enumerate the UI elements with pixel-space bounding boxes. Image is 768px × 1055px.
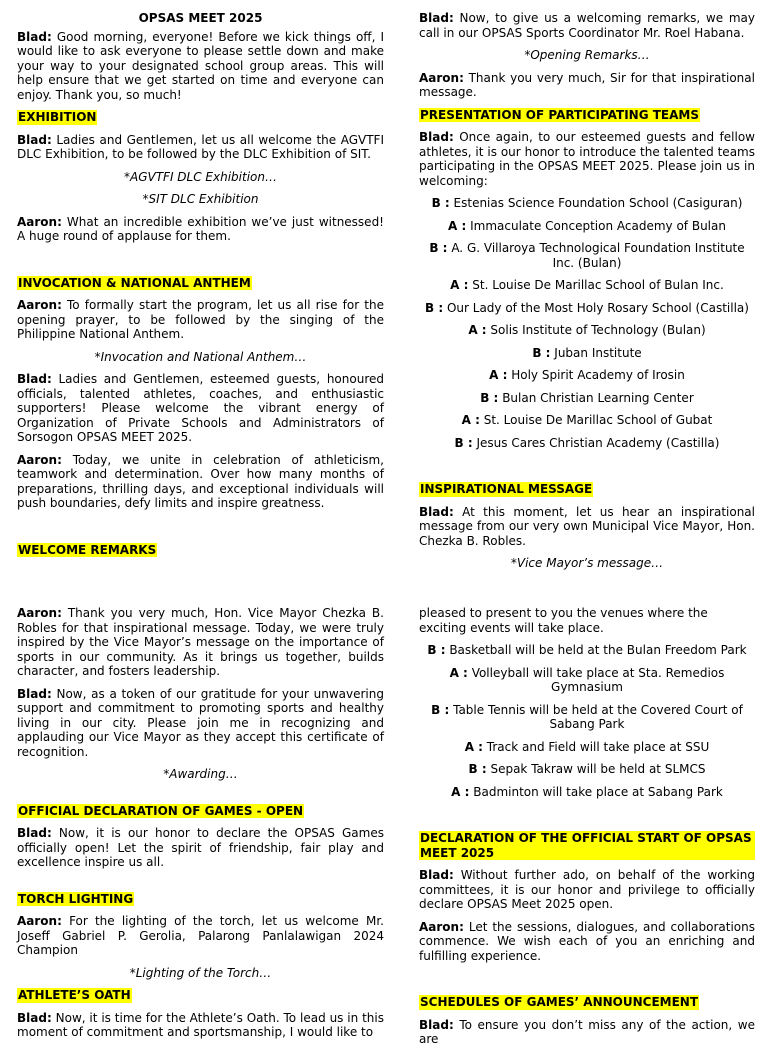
section-heading	[17, 110, 384, 125]
heading-text: ATHLETE’S OATH	[18, 988, 131, 1002]
paragraph	[17, 453, 384, 511]
venue-text: Track and Field will take place at SSU	[486, 739, 710, 754]
team-name: A. G. Villaroya Technological Foundation Institute Inc. (Bulan)	[451, 241, 745, 270]
paragraph	[419, 1018, 755, 1047]
paragraph	[419, 71, 755, 100]
speaker-label: Blad:	[17, 132, 52, 147]
stage-cue: *Invocation and National Anthem…	[94, 349, 307, 364]
section-heading	[17, 804, 384, 819]
stage-cue: *SIT DLC Exhibition	[142, 192, 259, 206]
paragraph	[17, 826, 384, 870]
venue-item	[419, 762, 755, 777]
paragraph-text: pleased to present to you the venues where the exciting events will take place.	[419, 606, 708, 635]
section-heading	[17, 988, 384, 1003]
team-item	[419, 219, 755, 234]
venue-text: Volleyball will take place at Sta. Remedios Gymnasium	[471, 665, 725, 694]
venue-text: Basketball will be held at the Bulan Freedom Park	[449, 643, 747, 657]
speaker-label: Blad:	[419, 868, 454, 882]
paragraph-text: Today, we unite in celebration of athleticism, teamwork and determination. Over how many months of preparations, thrilling days, and exceptional individuals will push boundaries, defy limits and inspire greatness.	[17, 452, 384, 510]
team-tag: A :	[489, 368, 508, 382]
venue-item	[419, 703, 755, 732]
paragraph	[17, 133, 384, 162]
speaker-label: Blad:	[17, 1010, 52, 1025]
page-1-left-column	[17, 0, 384, 565]
venue-tag: B :	[468, 762, 487, 776]
team-name: Our Lady of the Most Holy Rosary School (Castilla)	[446, 300, 749, 315]
paragraph	[17, 606, 384, 679]
paragraph-text: Thank you very much, Sir for that inspirational message.	[419, 70, 755, 99]
speaker-label: Aaron:	[17, 298, 62, 312]
venue-item	[419, 740, 755, 755]
section-heading	[17, 892, 384, 907]
heading-text: TORCH LIGHTING	[18, 891, 134, 906]
speaker-label: Blad:	[419, 130, 454, 144]
heading-text: EXHIBITION	[18, 110, 97, 124]
heading-text: INVOCATION & NATIONAL ANTHEM	[18, 275, 251, 290]
section-heading	[419, 482, 755, 497]
venue-text: Sepak Takraw will be held at SLMCS	[490, 762, 706, 776]
venue-item	[419, 643, 755, 658]
venue-item	[419, 666, 755, 695]
stage-cue: *Lighting of the Torch…	[129, 965, 272, 980]
team-item	[419, 323, 755, 338]
speaker-label: Aaron:	[419, 70, 464, 85]
heading-text: PRESENTATION OF PARTICIPATING TEAMS	[420, 107, 699, 122]
paragraph	[419, 130, 755, 188]
team-item	[419, 241, 755, 270]
team-item	[419, 346, 755, 361]
paragraph-text: Let the sessions, dialogues, and collaborations commence. We wish each of you an enriching and fulfilling experience.	[419, 919, 755, 963]
heading-text: OFFICIAL DECLARATION OF GAMES - OPEN	[18, 803, 304, 818]
venue-tag: A :	[449, 665, 468, 680]
paragraph	[17, 687, 384, 760]
section-heading	[419, 108, 755, 123]
team-tag: B :	[425, 300, 444, 315]
page-1-right-column	[419, 11, 755, 579]
paragraph-text: Without further ado, on behalf of the working committees, it is our honor and privilege to officially declare OPSAS Meet 2025 open.	[419, 868, 755, 911]
speaker-label: Blad:	[17, 686, 52, 701]
page-2-right-column	[419, 606, 755, 1055]
team-item	[419, 368, 755, 383]
team-item	[419, 278, 755, 293]
team-tag: B :	[532, 345, 551, 360]
paragraph-text: Now, as a token of our gratitude for your unwavering support and commitment to promoting sports and healthy living in our city. Please join me in recognizing and applauding our Vice Mayor as they accept this certificate of recognition.	[17, 686, 384, 759]
paragraph	[419, 920, 755, 964]
speaker-label: Aaron:	[17, 452, 62, 467]
paragraph-text: To formally start the program, let us all rise for the opening prayer, to be followed by the singing of the Philippine National Anthem.	[17, 298, 384, 341]
team-tag: B :	[431, 196, 450, 210]
speaker-label: Blad:	[419, 504, 454, 519]
speaker-label: Blad:	[419, 1017, 454, 1032]
speaker-label: Blad:	[419, 11, 454, 25]
speaker-label: Blad:	[17, 826, 52, 840]
team-name: Jesus Cares Christian Academy (Castilla)	[476, 435, 720, 450]
venue-text: Badminton will take place at Sabang Park	[473, 784, 723, 799]
speaker-label: Aaron:	[17, 606, 62, 620]
team-item	[419, 391, 755, 406]
team-name: St. Louise De Marillac School of Bulan Inc.	[472, 278, 724, 292]
venue-tag: A :	[464, 739, 483, 754]
venue-item	[419, 785, 755, 800]
section-heading	[419, 831, 755, 860]
team-tag: B :	[454, 435, 473, 450]
team-item	[419, 436, 755, 451]
paragraph-text: Once again, to our esteemed guests and fellow athletes, it is our honor to introduce the talented teams participating in the OPSAS MEET 2025. Please join us in welcoming:	[419, 130, 755, 188]
stage-cue: *Vice Mayor’s message…	[510, 556, 664, 570]
paragraph-text: To ensure you don’t miss any of the action, we are	[419, 1017, 755, 1046]
heading-text: INSPIRATIONAL MESSAGE	[420, 482, 593, 496]
paragraph-text: Good morning, everyone! Before we kick things off, I would like to ask everyone to please settle down and make your way to your designated school group areas. This will help ensure that we get started on time and everyone can enjoy. Thank you, so much!	[17, 29, 384, 102]
team-tag: B :	[429, 241, 448, 255]
venue-tag: A :	[451, 784, 470, 799]
venue-tag: B :	[431, 702, 450, 717]
team-name: Holy Spirit Academy of Irosin	[511, 368, 685, 382]
paragraph-text: Ladies and Gentlemen, let us all welcome the AGVTFI DLC Exhibition, to be followed by the DLC Exhibition of SIT.	[17, 132, 384, 161]
team-name: Juban Institute	[554, 345, 642, 360]
speaker-label: Aaron:	[419, 919, 464, 934]
team-name: Estenias Science Foundation School (Casiguran)	[453, 196, 743, 210]
venue-tag: B :	[427, 643, 446, 657]
paragraph	[17, 914, 384, 958]
paragraph	[419, 606, 755, 635]
team-tag: A :	[461, 413, 480, 427]
speaker-label: Aaron:	[17, 914, 62, 928]
heading-text: DECLARATION OF THE OFFICIAL START OF OPSAS MEET 2025	[419, 831, 755, 860]
paragraph-text: Ladies and Gentlemen, esteemed guests, honoured officials, talented athletes, coaches, and enthusiastic supporters! Please welcome the vibrant energy of Organization of Private Schools and Administrators of Sorsogon OPSAS MEET 2025.	[17, 372, 384, 444]
team-name: Solis Institute of Technology (Bulan)	[490, 323, 706, 337]
stage-cue: *AGVTFI DLC Exhibition…	[124, 169, 277, 184]
team-tag: A :	[450, 278, 469, 292]
heading-text: SCHEDULES OF GAMES’ ANNOUNCEMENT	[420, 995, 699, 1009]
team-name: Bulan Christian Learning Center	[502, 390, 694, 405]
paragraph-text: Now, it is time for the Athlete’s Oath. To lead us in this moment of commitment and sportsmanship, I would like to	[17, 1010, 384, 1039]
paragraph	[17, 30, 384, 103]
stage-cue: *Opening Remarks…	[524, 48, 650, 62]
team-tag: A :	[448, 218, 467, 233]
document-title: OPSAS MEET 2025	[138, 11, 263, 25]
team-item	[419, 413, 755, 428]
team-tag: B :	[480, 390, 499, 405]
section-heading	[17, 276, 384, 291]
paragraph	[17, 1011, 384, 1040]
venue-text: Table Tennis will be held at the Covered Court of Sabang Park	[453, 702, 743, 731]
section-heading	[419, 995, 755, 1010]
paragraph-text: Thank you very much, Hon. Vice Mayor Chezka B. Robles for that inspirational message. Today, we were truly inspired by the Vice Mayor’s message on the importance of sports in our community. As it brings us together, builds character, and fosters leadership.	[17, 606, 384, 678]
team-name: Immaculate Conception Academy of Bulan	[470, 218, 726, 233]
paragraph	[419, 868, 755, 912]
team-item	[419, 196, 755, 211]
paragraph-text: What an incredible exhibition we’ve just witnessed! A huge round of applause for them.	[17, 214, 384, 243]
paragraph	[419, 11, 755, 40]
paragraph-text: Now, it is our honor to declare the OPSAS Games officially open! Let the spirit of friendship, fair play and excellence inspire us all.	[17, 826, 384, 869]
team-name: St. Louise De Marillac School of Gubat	[483, 413, 713, 427]
page-2	[0, 596, 768, 1046]
paragraph-text: For the lighting of the torch, let us welcome Mr. Joseff Gabriel P. Gerolia, Palarong Panlalawigan 2024 Champion	[17, 914, 384, 957]
paragraph-text: At this moment, let us hear an inspirational message from our very own Municipal Vice Mayor, Hon. Chezka B. Robles.	[419, 504, 755, 548]
speaker-label: Blad:	[17, 372, 52, 386]
paragraph	[17, 372, 384, 445]
page-2-left-column	[17, 606, 384, 1048]
paragraph-text: Now, to give us a welcoming remarks, we may call in our OPSAS Sports Coordinator Mr. Roel Habana.	[419, 11, 755, 40]
paragraph	[419, 505, 755, 549]
team-tag: A :	[468, 323, 487, 337]
speaker-label: Blad:	[17, 29, 52, 44]
paragraph	[17, 298, 384, 342]
heading-text: WELCOME REMARKS	[18, 542, 157, 557]
speaker-label: Aaron:	[17, 214, 62, 229]
section-heading	[17, 543, 384, 558]
team-item	[419, 301, 755, 316]
paragraph	[17, 215, 384, 244]
stage-cue: *Awarding…	[163, 767, 238, 781]
